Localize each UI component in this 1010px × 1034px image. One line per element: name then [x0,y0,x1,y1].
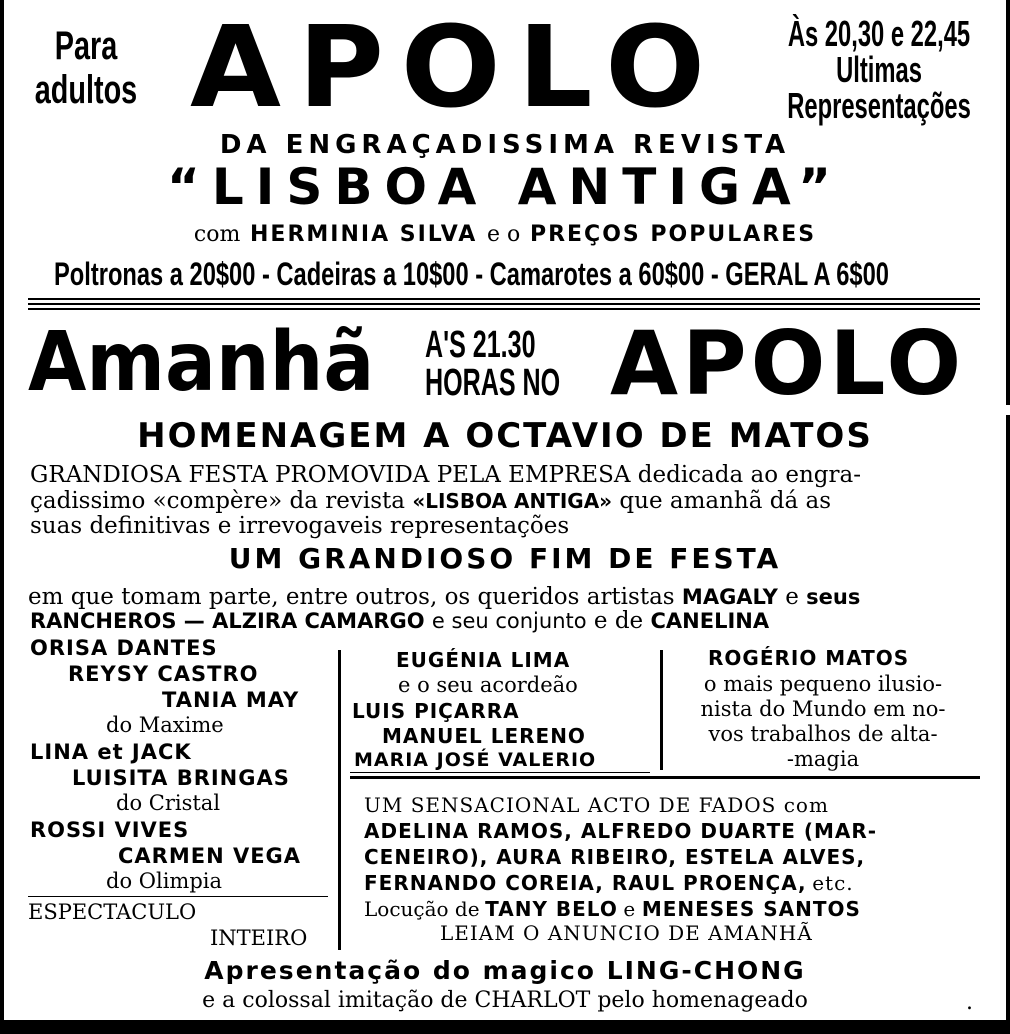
artist-name: LUIS PIÇARRA [352,699,520,723]
audience-note [32,24,140,112]
body-text: e seu conjunto [431,609,587,633]
stray-dot: . [966,990,973,1015]
fados-artists: FERNANDO COREIA, RAUL PROENÇA, [364,871,807,895]
fados-line-6 [440,920,813,947]
announcer-name: TANY BELO [485,897,618,921]
body-text: seus [806,585,861,609]
fados-line-5 [364,896,861,923]
artist-name: ORISA DANTES [30,636,218,660]
body-text: çadissimo «compère» da revista [30,488,405,514]
fados-heading: UM SENSACIONAL ACTO DE FADOS com [364,793,829,817]
illusionist-note: -magia [786,747,860,771]
body-text: que amanhã dá as [619,488,832,514]
divider-rule [28,303,980,305]
column-rule [350,772,650,773]
frame-right-border-lower [1006,415,1010,1034]
event-time-line-2: HORAS NO [425,362,561,404]
body-text: em que tomam parte, entre outros, os queridos artistas [28,584,675,610]
venue-note: do Olimpia [106,869,223,893]
artist-name: CARMEN VEGA [118,844,302,868]
artist-name: RANCHEROS — ALZIRA CAMARGO [30,609,425,633]
fados-line-2 [364,818,877,845]
artist-name: TANIA MAY [162,688,300,712]
artist-name: LINA et JACK [30,740,192,764]
show-note: INTEIRO [210,926,308,950]
illusionist-note: vos trabalhos de alta- [708,722,938,746]
artist-name: ROSSI VIVES [30,818,190,842]
artist-name: LUISITA BRINGAS [72,766,290,790]
announcer-name: MENESES SANTOS [641,897,861,921]
artist-name: CANELINA [650,609,770,633]
body-line-1: GRANDIOSA FESTA PROMOVIDA PELA EMPRESA dedicada ao engra- [30,462,862,488]
tribute-heading: HOMENAGEM A OCTAVIO DE MATOS [137,416,873,456]
artist-name: ROGÉRIO MATOS [708,646,910,670]
cast-and: e o [487,222,521,247]
artist-name: MAGALY [681,585,778,609]
showtimes-line-1: Às 20,30 e 22,45 [787,13,971,54]
showtimes-line-3: Representações [787,85,971,126]
theatre-name-2: APOLO [610,312,966,415]
ticket-prices: Poltronas a 20$00 - Cadeiras a 10$00 - Camarotes a 60$00 - GERAL A 6$00 [54,256,889,292]
fados-line-3 [364,844,865,871]
body-text: e de [593,608,644,634]
section-rule [350,776,980,779]
announcer-label: Locução de [364,897,480,921]
body-line-2 [30,488,831,515]
showtimes-line-2: Ultimas [836,49,922,90]
body-text: e [623,897,637,921]
illusionist-note: o mais pequeno ilusio- [703,672,943,696]
artist-name: EUGÉNIA LIMA [396,648,571,672]
artists-line-2 [30,608,769,634]
popular-prices: PREÇOS POPULARES [529,222,817,247]
fados-etc: etc. [812,871,854,895]
venue-note: do Maxime [106,713,224,737]
tomorrow-heading: Amanhã [28,315,375,410]
frame-bottom-border [0,1020,1010,1034]
event-time [425,326,610,402]
cast-line [0,222,1010,247]
artist-name: MANUEL LERENO [382,724,586,748]
revue-intro: DA ENGRAÇADISSIMA REVISTA [219,130,791,160]
cast-with: com [193,222,241,247]
announcement-note: LEIAM O ANUNCIO DE AMANHÃ [440,921,813,945]
body-text: e [785,584,799,610]
column-divider [660,650,663,770]
illusionist-note: nista do Mundo em no- [700,697,946,721]
event-time-line-1: A'S 21.30 [425,324,536,366]
star-name: HERMINIA SILVA [250,222,478,247]
fados-artists: CENEIRO), AURA RIBEIRO, ESTELA ALVES, [364,845,866,869]
body-line-3: suas definitivas e irrevogaveis representações [30,513,570,539]
charlot-line: e a colossal imitação de CHARLOT pelo homenageado [202,988,808,1013]
finale-heading: UM GRANDIOSO FIM DE FESTA [228,542,782,575]
instrument-note: e o seu acordeão [398,673,578,697]
show-note: ESPECTACULO [28,900,197,924]
showtimes [780,13,978,126]
theatre-name: APOLO [190,3,722,133]
fados-line-1 [364,792,829,819]
magician-heading: Apresentação do magico LING-CHONG [204,956,806,985]
column-rule [28,896,328,897]
artists-line-1 [28,584,860,610]
artist-name: REYSY CASTRO [68,662,259,686]
divider-rule [28,308,980,310]
venue-note: do Cristal [116,791,221,815]
artist-name: MARIA JOSÉ VALERIO [354,749,597,771]
revue-name: «LISBOA ANTIGA» [412,489,613,513]
fados-line-4 [364,870,854,897]
divider-rule [28,298,980,300]
column-divider [338,650,341,950]
fados-artists: ADELINA RAMOS, ALFREDO DUARTE (MAR- [364,819,878,843]
audience-line-2: adultos [34,68,138,112]
audience-line-1: Para [54,24,118,68]
revue-title: “LISBOA ANTIGA” [167,158,843,216]
